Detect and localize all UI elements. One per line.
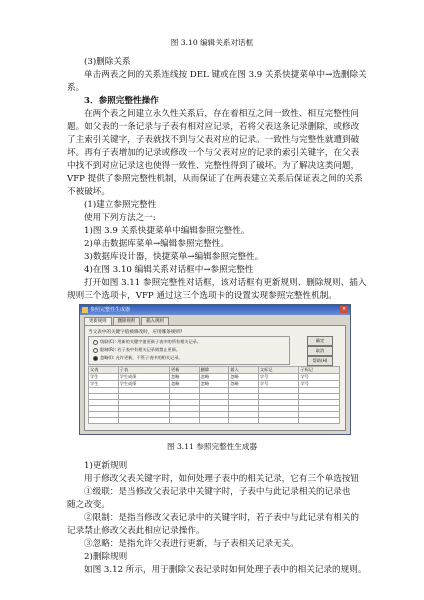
column-header: 父标记 <box>258 367 299 374</box>
paragraph-line: 随之改变。 <box>67 500 110 510</box>
column-header: 子表 <box>118 367 169 374</box>
paragraph-line: 使用下列方法之一: <box>84 213 156 223</box>
help-button[interactable]: 帮助(H) <box>307 356 333 366</box>
ok-button[interactable]: 确定 <box>307 336 333 346</box>
figure-caption: 图 3.11 参照完整性生成器 <box>166 442 258 451</box>
option-cascade[interactable] <box>93 339 201 345</box>
paragraph-line: ③忽略：是指允许父表进行更新，与子表相关记录无关。 <box>84 539 299 549</box>
column-header: 子标记 <box>299 367 340 374</box>
table-header-row <box>89 367 340 374</box>
paragraph-line: VFP 提供了参照完整性机制，从而保证了在两表建立关系后保证表之间的关系 <box>67 174 363 184</box>
option-label: 级联(C): 用新的关键字值更新子表中的所有相关记录。 <box>100 339 202 344</box>
rule-options-group <box>88 336 290 365</box>
table-cell: 学号 <box>299 381 340 388</box>
table-cell[interactable]: 忽略 <box>229 374 259 381</box>
subheading: 2)删除规则 <box>84 552 128 562</box>
paragraph-line: 记录禁止修改父表此相应记录操作。 <box>67 526 205 536</box>
paragraph-line: 打开如图 3.11 参照完整性对话框，该对话框有更新规则、删除规则、插入 <box>84 278 367 288</box>
table-cell[interactable]: 忽略 <box>199 374 229 381</box>
table-cell: 学号 <box>258 381 299 388</box>
option-label: 限制(R): 若子表中有相关记录则禁止更新。 <box>100 347 181 352</box>
column-header: 父表 <box>89 367 119 374</box>
table-cell: 学生 <box>89 381 119 388</box>
relations-table <box>88 366 340 424</box>
list-item: 4)在图 3.10 编辑关系对话框中→参照完整性 <box>84 265 254 275</box>
referential-integrity-dialog-figure <box>79 304 351 435</box>
paragraph-line: 了主索引关键字，子表就找不到与父表对应的记录。一致性与完整性就遭到破 <box>67 135 360 145</box>
table-cell: 学生成绩 <box>118 374 169 381</box>
table-row[interactable] <box>89 381 340 388</box>
option-ignore[interactable] <box>93 355 183 361</box>
table-cell: 学生 <box>89 374 119 381</box>
table-cell: 学生成绩 <box>118 381 169 388</box>
list-item: 2)单击数据库菜单→编辑参照完整性。 <box>84 239 229 249</box>
paragraph-line: ②限制：是指当修改父表记录中的关键字时，若子表中与此记录有相关的 <box>84 513 360 523</box>
table-cell[interactable]: 忽略 <box>170 374 200 381</box>
subheading: 1)更新规则 <box>84 461 128 471</box>
rule-question: 当父表中的关键字值被修改时，应用哪条规则? <box>88 330 183 335</box>
column-header: 插入 <box>229 367 259 374</box>
list-item: 1)图 3.9 关系快捷菜单中编辑参照完整性。 <box>84 226 250 236</box>
cancel-button[interactable]: 取消 <box>307 346 333 356</box>
paragraph-line: 中找不到对应记录这也使得一致性、完整性得到了破坏。为了解决这类问题， <box>67 161 360 171</box>
list-item: 3)数据库设计器，快捷菜单→编辑参照完整性。 <box>84 252 264 262</box>
tab-panel <box>84 325 346 431</box>
column-header: 更新 <box>170 367 200 374</box>
table-cell: 学号 <box>299 374 340 381</box>
table-cell[interactable]: 忽略 <box>199 381 229 388</box>
subheading: (1)建立参照完整性 <box>84 200 157 210</box>
radio-icon <box>93 340 98 345</box>
option-label: 忽略(I): 允许更新，不管子表中的相关记录。 <box>100 355 183 360</box>
paragraph-line: 不被破坏。 <box>67 187 110 197</box>
paragraph-line: 如图 3.12 所示，用于删除父表记录时如何处理子表中的相关记录的规则。 <box>84 565 367 575</box>
radio-icon <box>93 348 98 353</box>
section-heading: 3．参照完整性操作 <box>84 96 159 106</box>
table-row[interactable] <box>89 374 340 381</box>
dialog-tabs <box>84 317 170 325</box>
heading-delete-relation: (3)删除关系 <box>84 57 131 67</box>
tab-insert-rule[interactable]: 插入规则 <box>141 317 169 325</box>
table-cell: 学号 <box>258 374 299 381</box>
table-cell[interactable]: 忽略 <box>170 381 200 388</box>
column-header: 删除 <box>199 367 229 374</box>
close-icon[interactable]: × <box>341 306 347 312</box>
table-cell[interactable]: 忽略 <box>229 381 259 388</box>
paragraph-line: ①级联：是当修改父表记录中关键字时，子表中与此记录相关的记录也 <box>84 487 351 497</box>
dialog-title: 参照完整性生成器 <box>90 307 131 313</box>
dialog-title-bar <box>80 305 350 315</box>
top-figure-caption: 图 3.10 编辑关系对话框 <box>170 38 254 47</box>
tab-update-rule[interactable]: 更新规则 <box>84 317 112 325</box>
app-icon <box>82 307 88 313</box>
paragraph-line: 在两个表之间建立永久性关系后，存在着相互之间一致性、相互完整性问 <box>84 109 360 119</box>
paragraph-line: 坏。再有子表增加的记录或修改一个与父表对应的记录的索引关键字，在父表 <box>67 148 360 158</box>
paragraph-line: 题。如父表的一条记录与子表有相对应记录，若将父表这条记录删除，或修改 <box>67 122 360 132</box>
tab-delete-rule[interactable]: 删除规则 <box>113 317 141 325</box>
paragraph-line: 规则三个选项卡，VFP 通过这三个选项卡的设置实现参照完整性机制。 <box>67 291 337 301</box>
paragraph-line: 用于修改父表关键字时，如何处理子表中的相关记录，它有三个单选按钮 <box>84 474 360 484</box>
paragraph-line: 系。 <box>67 83 85 93</box>
radio-selected-icon <box>93 356 98 361</box>
table-row <box>89 418 340 424</box>
option-restrict[interactable] <box>93 347 180 353</box>
paragraph-line: 单击两表之间的关系连线按 DEL 键或在图 3.9 关系快捷菜单中→选删除关 <box>84 70 367 80</box>
